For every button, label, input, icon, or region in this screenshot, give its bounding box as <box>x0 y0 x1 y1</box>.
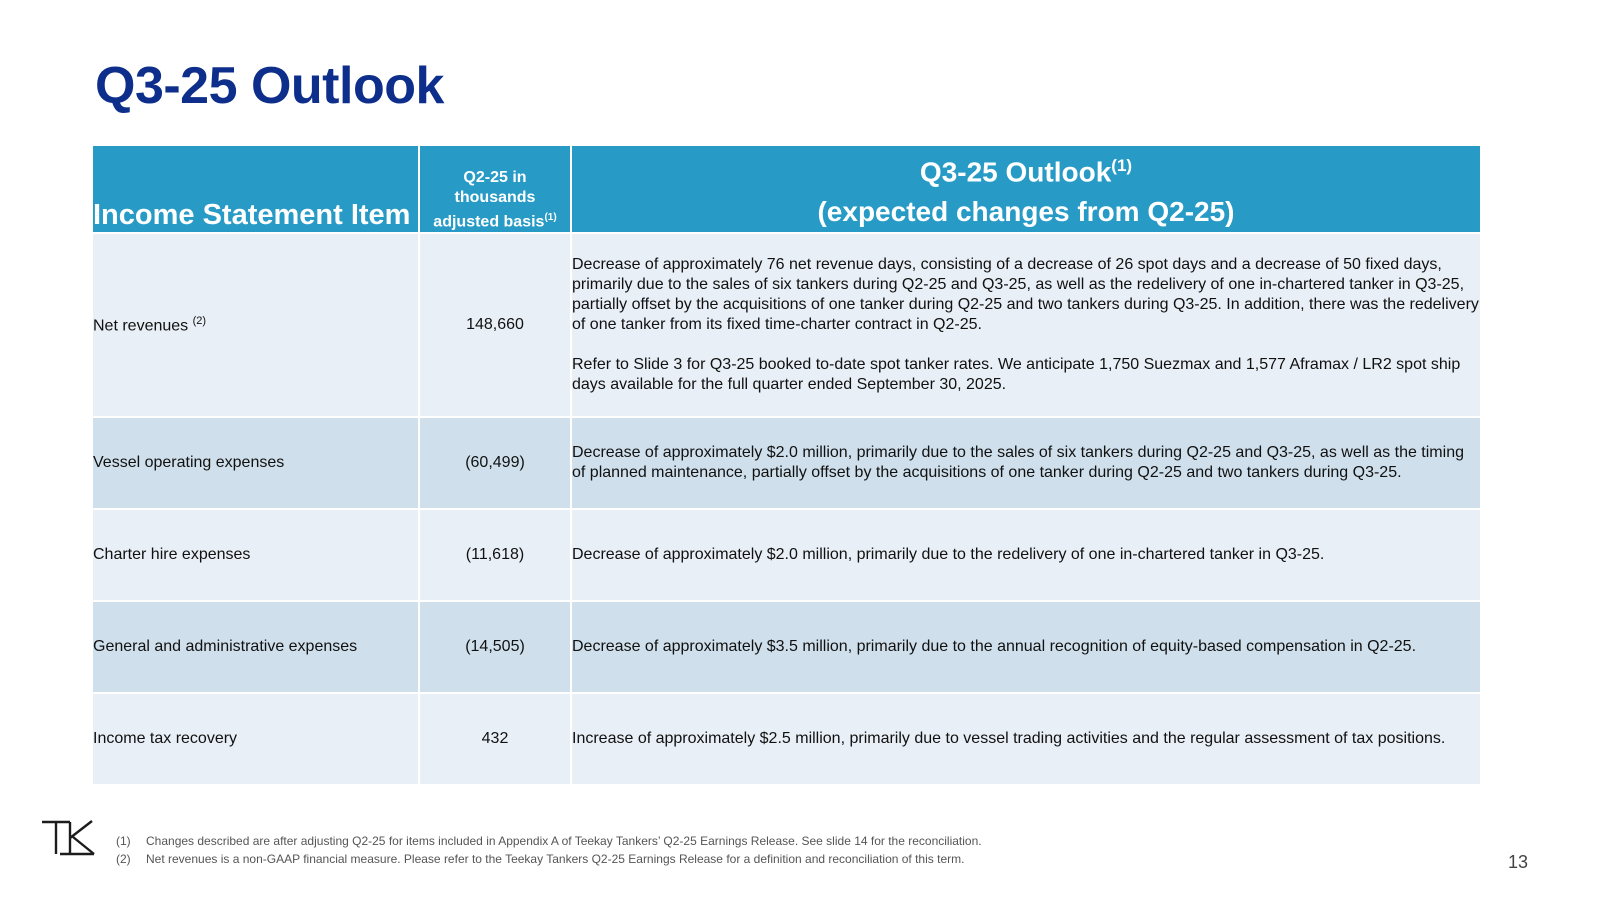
row-value: (60,499) <box>419 417 571 509</box>
description-paragraph: Decrease of approximately $2.0 million, primarily due to the redelivery of one in-chartered tanker in Q3-25. <box>572 546 1325 564</box>
row-item-net-revenues: Net revenues $^{(2)}$ <box>93 233 419 417</box>
row-item-charter-hire-expenses: Charter hire expenses <box>93 509 419 601</box>
footnote-item: (2) Net revenues is a non-GAAP financial measure. Please refer to the Teekay Tankers Q2-25 Earnings Release for a definition and reconciliation of this term. <box>116 852 965 866</box>
row-value: 148,660 <box>419 233 571 417</box>
row-item-vessel-operating-expenses: Vessel operating expenses <box>93 417 419 509</box>
row-description <box>571 601 1480 693</box>
description-paragraph: Decrease of approximately $2.0 million, primarily due to the sales of six tankers during Q2-25 and Q3-25, as well as the timing of planned maintenance, partially offset by the acquisitions of one tanker during Q2-25 and two tankers during Q3-25. <box>572 444 1464 482</box>
header-income-statement-item: Income Statement Item <box>93 146 419 233</box>
footnotes <box>116 832 982 868</box>
header-q2-line2: thousands <box>454 189 536 206</box>
header-q2-value <box>419 146 571 233</box>
table-row <box>93 417 1480 509</box>
page-number: 13 <box>1507 852 1528 872</box>
description-paragraph: Decrease of approximately $3.5 million, primarily due to the annual recognition of equity-based compensation in Q2-25. <box>572 638 1417 656</box>
table-header-row <box>93 146 1480 233</box>
row-value: (14,505) <box>419 601 571 693</box>
row-description <box>571 417 1480 509</box>
table-row <box>93 601 1480 693</box>
header-q2-line3: adjusted basis <box>433 213 545 231</box>
page-title: Q3-25 Outlook <box>95 57 444 115</box>
description-paragraph: Increase of approximately $2.5 million, primarily due to vessel trading activities and the regular assessment of tax positions. <box>572 730 1446 748</box>
row-description <box>571 509 1480 601</box>
header-q3-line2: (expected changes from Q2-25) <box>817 196 1235 228</box>
row-value: 432 <box>419 693 571 785</box>
row-item-income-tax-recovery: Income tax recovery <box>93 693 419 785</box>
table-row <box>93 693 1480 785</box>
header-q3-line1: Q3-25 Outlook <box>919 156 1112 188</box>
header-q2-line1: Q2-25 in <box>463 169 527 186</box>
header-q3-footnote-ref: (1) <box>1111 156 1133 175</box>
teekay-tk-logo-icon <box>40 818 96 856</box>
row-description <box>571 233 1480 417</box>
outlook-table <box>93 146 1480 786</box>
header-q3-outlook <box>571 146 1480 233</box>
description-paragraph: Decrease of approximately 76 net revenue days, consisting of a decrease of 26 spot days and a decrease of 50 fixed days, primarily due to the sales of six tankers during Q2-25 and Q3-25, as well as the redelivery of one in-chartered tanker in Q3-25, partially offset by the acquisitions of one tanker during Q2-25 and two tankers during Q3-25. In addition, there was the redelivery of one tanker from its fixed time-charter contract in Q2-25. <box>572 256 1479 334</box>
footnote-item: (1) Changes described are after adjusting Q2-25 for items included in Appendix A of Teekay Tankers’ Q2-25 Earnings Release. See slide 14 for the reconciliation. <box>116 834 982 848</box>
description-paragraph: Refer to Slide 3 for Q3-25 booked to-date spot tanker rates. We anticipate 1,750 Suezmax and 1,577 Aframax / LR2 spot ship days available for the full quarter ended September 30, 2025. <box>572 356 1461 394</box>
row-value: (11,618) <box>419 509 571 601</box>
table-row <box>93 509 1480 601</box>
header-q2-footnote-ref: (1) <box>544 212 557 223</box>
row-item-general-administrative-expenses: General and administrative expenses <box>93 601 419 693</box>
net-revenues-footnote-ref: (2) <box>192 315 207 328</box>
row-description <box>571 693 1480 785</box>
table-row <box>93 233 1480 417</box>
